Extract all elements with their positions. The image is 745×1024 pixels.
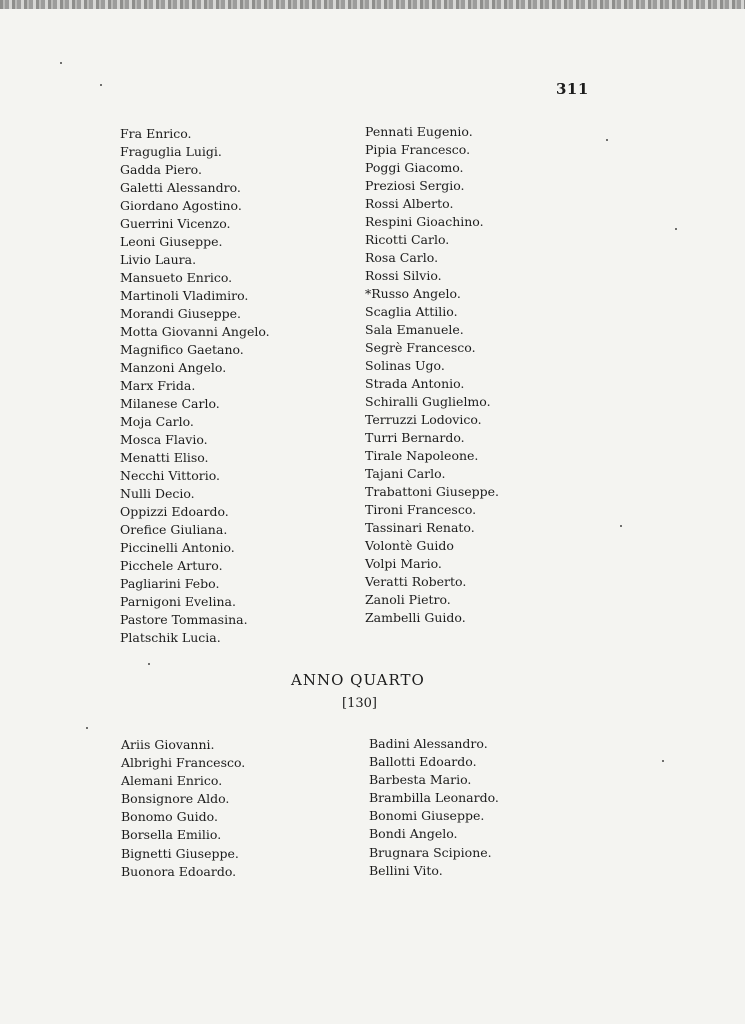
list-item: Piccinelli Antonio. — [120, 540, 235, 556]
scan-speck — [86, 727, 88, 729]
list-item: Pipia Francesco. — [365, 142, 471, 158]
section-title: ANNO QUARTO — [291, 671, 425, 689]
list-item: Fraguglia Luigi. — [120, 144, 222, 160]
list-item: Preziosi Sergio. — [365, 178, 465, 194]
list-item: Morandi Giuseppe. — [120, 306, 241, 322]
list-item: Guerrini Vicenzo. — [120, 216, 231, 232]
list-item: Gadda Piero. — [120, 162, 202, 178]
list-item: Ariis Giovanni. — [121, 737, 215, 752]
list-item: Ricotti Carlo. — [365, 232, 450, 248]
name-list-right-section2 — [369, 735, 499, 880]
list-item: Mosca Flavio. — [120, 432, 208, 448]
list-item: Orefice Giuliana. — [120, 522, 228, 538]
list-item: Motta Giovanni Angelo. — [120, 324, 270, 340]
list-item: Volpi Mario. — [365, 556, 442, 572]
list-item: Martinoli Vladimiro. — [120, 288, 249, 304]
list-item: Nulli Decio. — [120, 486, 195, 502]
scan-speck — [675, 228, 677, 230]
list-item: Pagliarini Febo. — [120, 576, 220, 592]
list-item: Rossi Silvio. — [365, 268, 442, 284]
scan-speck — [620, 525, 622, 527]
list-item: Tassinari Renato. — [365, 520, 475, 536]
list-item: Ballotti Edoardo. — [369, 754, 477, 770]
list-item: Bondi Angelo. — [369, 826, 458, 842]
list-item: Necchi Vittorio. — [120, 468, 220, 484]
list-item: Segrè Francesco. — [365, 340, 476, 356]
list-item: Manzoni Angelo. — [120, 360, 227, 376]
name-list-right — [365, 123, 499, 627]
section-count: [130] — [342, 696, 377, 711]
list-item: Magnifico Gaetano. — [120, 342, 244, 358]
list-item: *Russo Angelo. — [365, 286, 461, 302]
list-item: Trabattoni Giuseppe. — [365, 484, 500, 500]
list-item: Parnigoni Evelina. — [120, 594, 236, 610]
list-item: Picchele Arturo. — [120, 558, 223, 574]
list-item: Mansueto Enrico. — [120, 270, 233, 286]
list-item: Marx Frida. — [120, 378, 196, 394]
list-item: Albrighi Francesco. — [121, 755, 246, 771]
list-item: Bonsignore Aldo. — [121, 791, 230, 807]
list-item: Fra Enrico. — [120, 126, 192, 141]
list-item: Moja Carlo. — [120, 414, 194, 430]
list-item: Rosa Carlo. — [365, 250, 439, 266]
list-item: Menatti Eliso. — [120, 450, 209, 466]
list-item: Zanoli Pietro. — [365, 592, 451, 608]
list-item: Buonora Edoardo. — [121, 863, 237, 879]
list-item: Bellini Vito. — [369, 862, 443, 878]
list-item: Brambilla Leonardo. — [369, 790, 499, 806]
scan-speck — [60, 62, 62, 64]
scan-speck — [662, 760, 664, 762]
list-item: Volontè Guido — [365, 538, 454, 554]
list-item: Solinas Ugo. — [365, 358, 445, 374]
list-item: Giordano Agostino. — [120, 198, 242, 214]
scan-speck — [100, 84, 102, 86]
list-item: Bignetti Giuseppe. — [121, 845, 239, 861]
list-item: Rossi Alberto. — [365, 196, 454, 212]
scan-speck — [606, 139, 608, 141]
list-item: Terruzzi Lodovico. — [365, 412, 482, 428]
list-item: Poggi Giacomo. — [365, 160, 464, 176]
list-item: Strada Antonio. — [365, 376, 465, 392]
name-list-left-section2 — [121, 736, 245, 881]
list-item: Barbesta Mario. — [369, 772, 472, 788]
list-item: Leoni Giuseppe. — [120, 234, 223, 250]
list-item: Tirale Napoleone. — [365, 448, 479, 464]
scan-speck — [148, 663, 150, 665]
list-item: Borsella Emilio. — [121, 827, 222, 843]
list-item: Brugnara Scipione. — [369, 844, 492, 860]
list-item: Tajani Carlo. — [365, 466, 446, 482]
list-item: Pastore Tommasina. — [120, 612, 248, 628]
list-item: Platschik Lucia. — [120, 630, 221, 646]
list-item: Zambelli Guido. — [365, 610, 466, 626]
list-item: Galetti Alessandro. — [120, 180, 241, 196]
list-item: Livio Laura. — [120, 252, 197, 268]
list-item: Tironi Francesco. — [365, 502, 477, 518]
list-item: Pennati Eugenio. — [365, 124, 473, 139]
list-item: Badini Alessandro. — [369, 736, 488, 751]
scanned-page-edge — [0, 0, 745, 9]
list-item: Alemani Enrico. — [121, 773, 223, 789]
list-item: Schiralli Guglielmo. — [365, 394, 491, 410]
list-item: Veratti Roberto. — [365, 574, 467, 590]
page-number: 311 — [556, 80, 589, 98]
list-item: Bonomo Guido. — [121, 809, 218, 825]
list-item: Scaglia Attilio. — [365, 304, 458, 320]
list-item: Oppizzi Edoardo. — [120, 504, 229, 520]
list-item: Turri Bernardo. — [365, 430, 465, 446]
list-item: Bonomi Giuseppe. — [369, 808, 485, 824]
name-list-left — [120, 125, 270, 647]
list-item: Milanese Carlo. — [120, 396, 220, 412]
list-item: Sala Emanuele. — [365, 322, 464, 338]
list-item: Respini Gioachino. — [365, 214, 484, 230]
